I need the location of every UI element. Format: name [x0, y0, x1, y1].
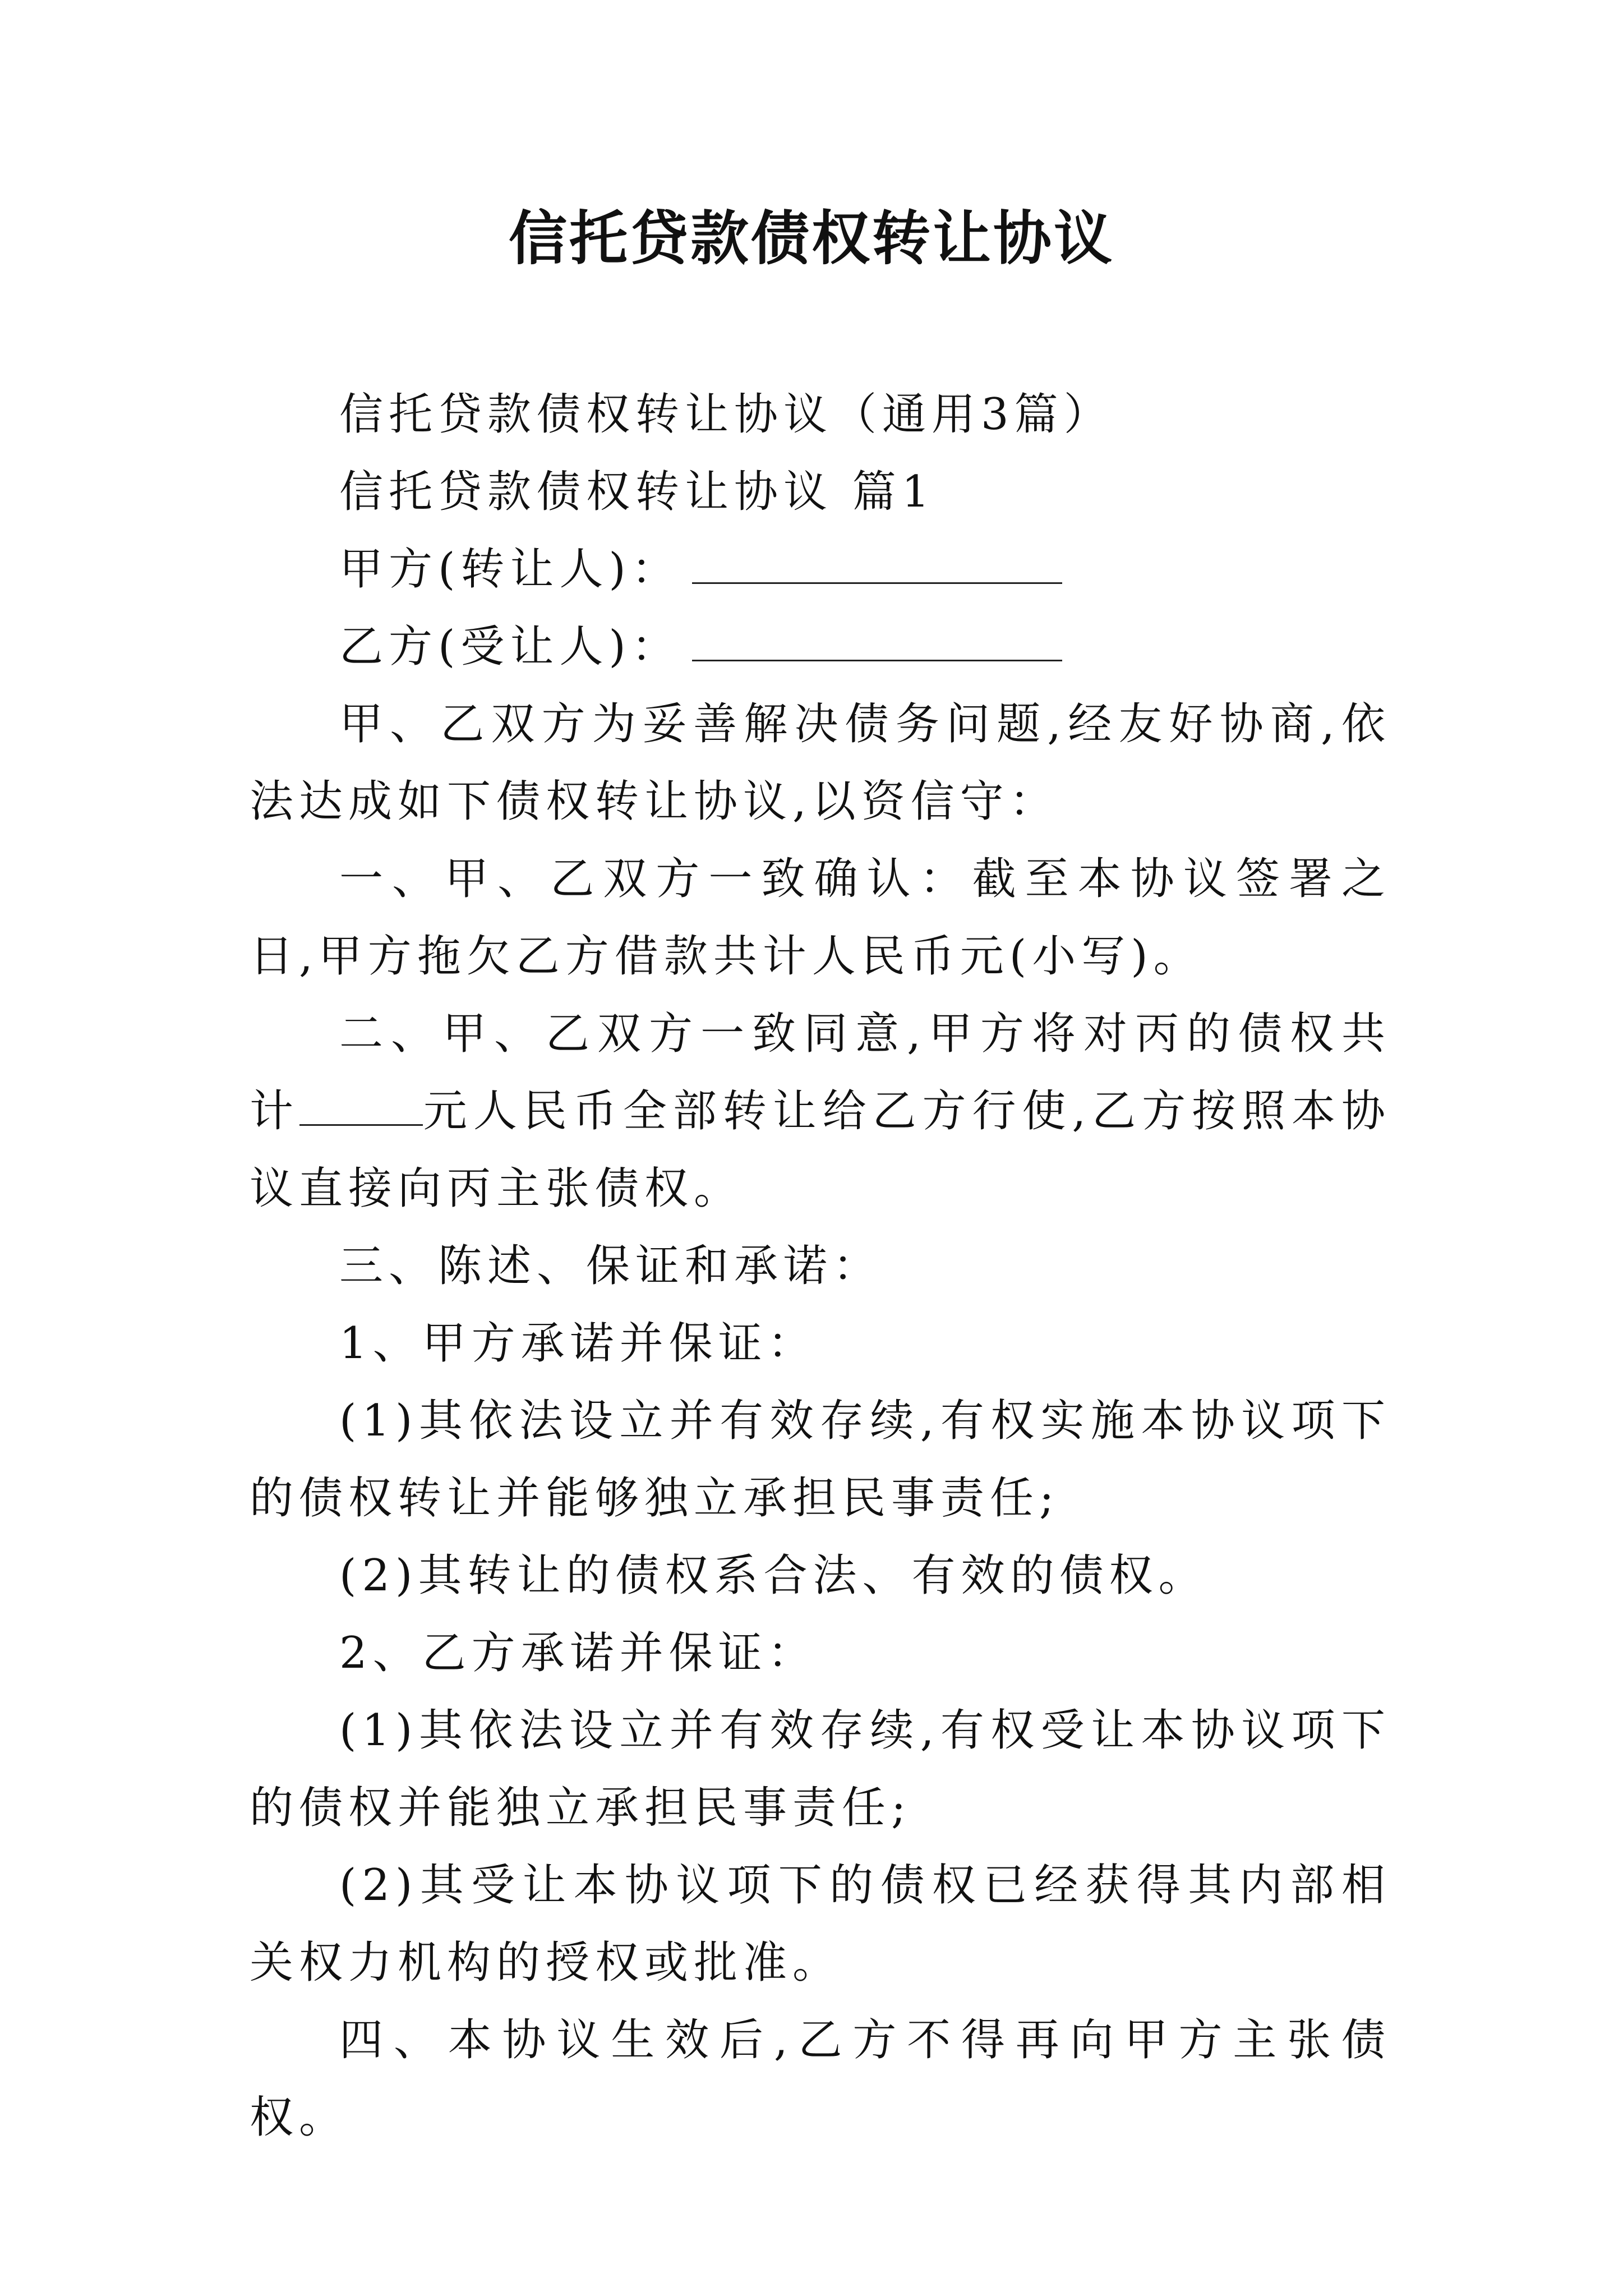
item-2: 2、乙方承诺并保证： — [339, 1628, 817, 1678]
party-a-blank — [692, 543, 1062, 584]
item-2-1: (1)其依法设立并有效存续,有权受让本协议项下的债权并能独立承担民事责任; — [250, 1705, 1391, 1833]
section-heading: 信托贷款债权转让协议 篇1 — [339, 467, 935, 517]
clause-2-before: 二、甲、乙双方一致同意,甲方将对丙的债权共计 — [250, 1009, 1391, 1137]
item-1: 1、甲方承诺并保证： — [339, 1318, 817, 1369]
party-b-label: 乙方(受让人)： — [339, 622, 681, 672]
clause-2-after: 元人民币全部转让给乙方行使,乙方按照本协议直接向丙主张债权。 — [250, 1086, 1391, 1214]
clause-2 — [250, 995, 1391, 1227]
amount-blank — [299, 1085, 423, 1126]
clause-1: 一、甲、乙双方一致确认：截至本协议签署之日,甲方拖欠乙方借款共计人民币元(小写)。 — [250, 854, 1391, 982]
document-body — [250, 376, 1391, 2156]
item-1-1: (1)其依法设立并有效存续,有权实施本协议项下的债权转让并能够独立承担民事责任; — [250, 1396, 1391, 1524]
item-2-2: (2)其受让本协议项下的债权已经获得其内部相关权力机构的授权或批准。 — [250, 1860, 1391, 1988]
party-b-line — [250, 608, 1391, 685]
intro-paragraph: 甲、乙双方为妥善解决债务问题,经友好协商,依法达成如下债权转让协议,以资信守： — [250, 699, 1391, 827]
party-a-label: 甲方(转让人)： — [339, 544, 681, 595]
clause-4: 四、本协议生效后,乙方不得再向甲方主张债权。 — [250, 2015, 1391, 2143]
subtitle: 信托贷款债权转让协议（通用3篇） — [339, 389, 1113, 440]
party-b-blank — [692, 620, 1062, 661]
item-1-2: (2)其转让的债权系合法、有效的债权。 — [339, 1550, 1208, 1601]
clause-3: 三、陈述、保证和承诺： — [339, 1241, 883, 1291]
document-title: 信托贷款债权转让协议 — [508, 204, 1114, 273]
party-a-line — [250, 531, 1391, 608]
